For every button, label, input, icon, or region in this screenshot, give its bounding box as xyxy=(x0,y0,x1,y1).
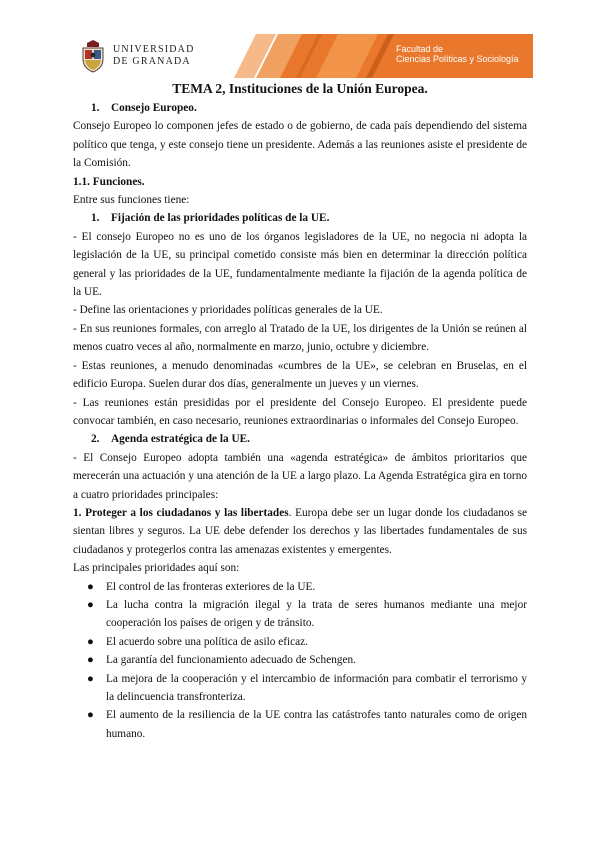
list-item-text: El acuerdo sobre una política de asilo eficaz. xyxy=(106,635,308,648)
priority-1-lead: 1. Proteger a los ciudadanos y las libertades xyxy=(73,506,289,519)
faculty-banner xyxy=(216,34,533,78)
section-1-number: 1. xyxy=(91,102,100,114)
function-1-number: 1. xyxy=(91,212,100,225)
faculty-line-1: Facultad de xyxy=(396,44,444,54)
section-1-title: Consejo Europeo. xyxy=(111,102,197,114)
bullet-icon: ● xyxy=(87,672,94,685)
faculty-logo-icon xyxy=(216,34,234,74)
list-item xyxy=(73,651,527,669)
function-2-number: 2. xyxy=(91,433,100,446)
function-2-paragraph: - El Consejo Europeo adopta también una «agenda estratégica» de ámbitos prioritarios que merecerán una actuación y una atención de la UE a largo plazo. La Agenda Estratégica gira en torno a cuatro prioridades principales: xyxy=(73,451,527,501)
list-item-text: La lucha contra la migración ilegal y la trata de seres humanos mediante una mejor cooperación los países de origen y de tránsito. xyxy=(106,598,527,630)
list-item xyxy=(73,578,527,596)
list-item xyxy=(73,596,527,633)
university-name xyxy=(113,44,195,68)
subsection-heading: 1.1. Funciones. xyxy=(73,175,145,188)
faculty-name xyxy=(396,44,519,64)
list-item xyxy=(73,706,527,743)
functions-intro: Entre sus funciones tiene: xyxy=(73,194,190,207)
faculty-line-2: Ciencias Políticas y Sociología xyxy=(396,54,519,64)
priorities-list xyxy=(73,578,527,744)
bullet-icon: ● xyxy=(87,654,94,667)
function-1-paragraph: - El consejo Europeo no es uno de los órganos legisladores de la UE, no negocia ni adopta la legislación de la UE, su principal cometido consiste más bien en determinar la dirección política general y las prioridades de la UE, fundamentalmente mediante la fijación de la agenda política de la UE. xyxy=(73,230,527,299)
priority-1-text: . Europa debe ser un lugar donde los ciudadanos se sientan libres y seguros. La UE debe defender los derechos y las libertades fundamentales de sus ciudadanos y protegerlos contra las amenazas existentes y emergentes. xyxy=(73,506,527,556)
document-title: TEMA 2, Instituciones de la Unión Europea. xyxy=(172,81,428,96)
university-crest-icon xyxy=(79,39,107,73)
document-content xyxy=(73,79,527,743)
list-item-text: El aumento de la resiliencia de la UE contra las catástrofes tanto naturales como de origen humano. xyxy=(106,709,527,740)
priorities-intro: Las principales prioridades aquí son: xyxy=(73,562,240,575)
university-line-2: DE GRANADA xyxy=(113,56,191,67)
function-1-heading xyxy=(73,209,527,227)
bullet-icon: ● xyxy=(87,580,94,593)
list-item xyxy=(73,670,527,707)
section-1-heading xyxy=(73,99,527,117)
bullet-icon: ● xyxy=(87,635,94,648)
priority-1-paragraph xyxy=(73,504,527,559)
function-1-paragraph: - Las reuniones están presididas por el presidente del Consejo Europeo. El presidente puede convocar también, en caso necesario, reuniones extraordinarias o informales del Consejo Europeo. xyxy=(73,396,527,427)
university-line-1: UNIVERSIDAD xyxy=(113,44,195,55)
section-1-intro: Consejo Europeo lo componen jefes de estado o de gobierno, de cada país dependiendo del sistema político que tenga, y este consejo tiene un presidente. Además a las reuniones asiste el presidente de la Comisión. xyxy=(73,120,527,170)
page-header xyxy=(75,34,533,78)
bullet-icon: ● xyxy=(87,598,94,611)
list-item-text: La garantía del funcionamiento adecuado de Schengen. xyxy=(106,654,356,667)
function-1-title: Fijación de las prioridades políticas de la UE. xyxy=(111,212,330,225)
list-item-text: El control de las fronteras exteriores de la UE. xyxy=(106,580,316,593)
function-2-heading xyxy=(73,430,527,448)
function-1-paragraph: - Estas reuniones, a menudo denominadas «cumbres de la UE», se celebran en Bruselas, en el edificio Europa. Suelen durar dos días, generalmente un jueves y un viernes. xyxy=(73,359,527,391)
function-2-title: Agenda estratégica de la UE. xyxy=(111,433,250,446)
list-item xyxy=(73,633,527,651)
list-item-text: La mejora de la cooperación y el intercambio de información para combatir el terrorismo y la delincuencia transfronteriza. xyxy=(106,672,527,703)
function-1-paragraph: - Define las orientaciones y prioridades políticas generales de la UE. xyxy=(73,304,383,317)
bullet-icon: ● xyxy=(87,709,94,722)
university-logo xyxy=(75,37,215,75)
function-1-paragraph: - En sus reuniones formales, con arreglo al Tratado de la UE, los dirigentes de la Unión se reúnen al menos cuatro veces al año, normalmente en marzo, junio, octubre y diciembre. xyxy=(73,322,527,354)
